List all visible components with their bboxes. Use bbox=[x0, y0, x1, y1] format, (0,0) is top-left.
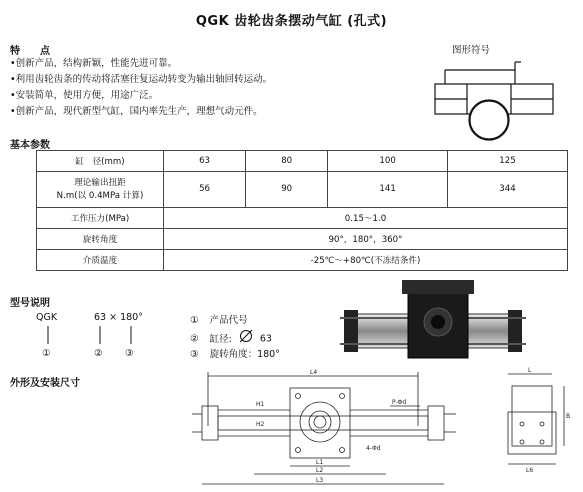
dim-label: B bbox=[566, 413, 571, 420]
table-row bbox=[37, 172, 568, 208]
dim-label: L6 bbox=[526, 467, 534, 474]
symbol-label: 图形符号 bbox=[452, 45, 491, 56]
model-legend bbox=[190, 312, 280, 363]
table-cell: 90°，180°，360° bbox=[164, 229, 568, 250]
table-cell: 56 bbox=[164, 172, 246, 208]
feature-item: •利用齿轮齿条的传动将活塞往复运动转变为输出轴回转运动。 bbox=[10, 74, 273, 85]
model-leader-lines bbox=[40, 326, 150, 348]
row-label-line: N.m(以 0.4MPa 计算) bbox=[56, 190, 144, 201]
table-row bbox=[37, 250, 568, 271]
dim-label: L bbox=[528, 367, 532, 374]
legend-item bbox=[190, 312, 280, 329]
legend-item bbox=[190, 346, 280, 363]
params-heading: 基本参数 bbox=[10, 140, 50, 151]
dim-label: L3 bbox=[316, 477, 324, 484]
product-photo bbox=[338, 276, 528, 366]
row-label: 介质温度 bbox=[37, 250, 164, 271]
graphic-symbol-icon bbox=[425, 58, 565, 148]
table-cell: 63 bbox=[164, 151, 246, 172]
dim-label: 4-Φd bbox=[366, 445, 381, 452]
row-label: 缸 径(mm) bbox=[37, 151, 164, 172]
dimension-drawing bbox=[190, 366, 578, 490]
legend-text: 产品代号 bbox=[209, 315, 248, 326]
row-label: 工作压力(MPa) bbox=[37, 208, 164, 229]
dim-label: P-Φd bbox=[392, 399, 407, 406]
legend-number: ① bbox=[190, 315, 199, 326]
dim-label: H2 bbox=[256, 421, 265, 428]
table-cell: 125 bbox=[448, 151, 568, 172]
model-spec: 63 × 180° bbox=[94, 312, 143, 323]
model-marker: ① bbox=[42, 348, 51, 359]
table-cell: 80 bbox=[246, 151, 328, 172]
features-list bbox=[10, 56, 430, 120]
legend-item bbox=[190, 329, 280, 346]
dim-label: H1 bbox=[256, 401, 265, 408]
table-row bbox=[37, 208, 568, 229]
legend-extra: 63 bbox=[259, 333, 272, 345]
row-label: 旋转角度 bbox=[37, 229, 164, 250]
table-cell: 90 bbox=[246, 172, 328, 208]
table-cell: 344 bbox=[448, 172, 568, 208]
params-table bbox=[36, 150, 568, 271]
page-title: QGK 齿轮齿条摆动气缸 (孔式) bbox=[195, 14, 388, 29]
table-cell: -25℃～+80℃(不冻结条件) bbox=[164, 250, 568, 271]
model-marker: ③ bbox=[125, 348, 134, 359]
model-code: QGK bbox=[36, 312, 58, 323]
dim-label: L2 bbox=[316, 467, 324, 474]
feature-item: •创新产品，现代新型气缸，国内率先生产，理想气动元件。 bbox=[10, 106, 263, 117]
dim-label: L1 bbox=[316, 459, 324, 466]
table-cell: 0.15～1.0 bbox=[164, 208, 568, 229]
row-label-line: 理论输出扭距 bbox=[74, 177, 126, 188]
dims-heading: 外形及安装尺寸 bbox=[10, 378, 80, 389]
dim-label: L4 bbox=[310, 369, 318, 376]
row-label bbox=[37, 172, 164, 208]
table-row bbox=[37, 229, 568, 250]
legend-text: 旋转角度：180° bbox=[209, 349, 280, 360]
feature-item: •创新产品，结构新颖，性能先进可靠。 bbox=[10, 58, 178, 69]
table-cell: 141 bbox=[328, 172, 448, 208]
model-heading: 型号说明 bbox=[10, 298, 50, 309]
model-marker: ② bbox=[94, 348, 103, 359]
legend-text: 缸径: bbox=[209, 333, 232, 345]
legend-number: ② bbox=[190, 333, 199, 345]
legend-number: ③ bbox=[190, 349, 199, 360]
feature-item: •安装简单，使用方便，用途广泛。 bbox=[10, 90, 159, 101]
table-row bbox=[37, 151, 568, 172]
features-heading: 特 点 bbox=[10, 46, 50, 57]
table-cell: 100 bbox=[328, 151, 448, 172]
